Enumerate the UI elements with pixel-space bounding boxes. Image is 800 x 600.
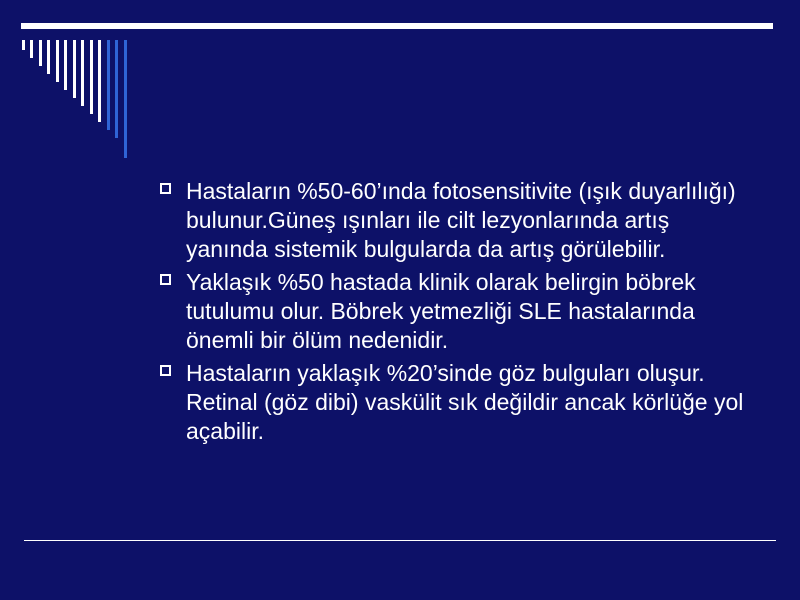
bullet-list bbox=[157, 177, 757, 450]
decor-bar bbox=[73, 40, 76, 98]
bullet-item bbox=[157, 359, 757, 446]
decor-bar bbox=[56, 40, 59, 82]
decor-bar bbox=[47, 40, 50, 74]
bullet-item bbox=[157, 268, 757, 355]
decor-bar bbox=[22, 40, 25, 50]
top-rule bbox=[21, 23, 773, 29]
bullet-text: Hastaların %50-60’ında fotosensitivite (ışık duyarlılığı) bulunur.Güneş ışınları ile cilt lezyonlarında artış yanında sistemik bulgularda da artış görülebilir. bbox=[186, 178, 736, 262]
bottom-rule bbox=[24, 540, 776, 541]
square-bullet-icon bbox=[160, 365, 171, 376]
square-bullet-icon bbox=[160, 183, 171, 194]
bullet-text: Hastaların yaklaşık %20’sinde göz bulguları oluşur. Retinal (göz dibi) vaskülit sık değildir ancak körlüğe yol açabilir. bbox=[186, 360, 744, 444]
bullet-text: Yaklaşık %50 hastada klinik olarak belirgin böbrek tutulumu olur. Böbrek yetmezliği SLE hastalarında önemli bir ölüm nedenidir. bbox=[186, 269, 696, 353]
decor-bar bbox=[107, 40, 110, 130]
decor-bar bbox=[115, 40, 118, 138]
decor-bar bbox=[30, 40, 33, 58]
decor-bar bbox=[124, 40, 127, 158]
decor-bar bbox=[81, 40, 84, 106]
decor-bar bbox=[90, 40, 93, 114]
decor-bar bbox=[39, 40, 42, 66]
decor-bar bbox=[98, 40, 101, 122]
decor-bar bbox=[64, 40, 67, 90]
bullet-item bbox=[157, 177, 757, 264]
square-bullet-icon bbox=[160, 274, 171, 285]
